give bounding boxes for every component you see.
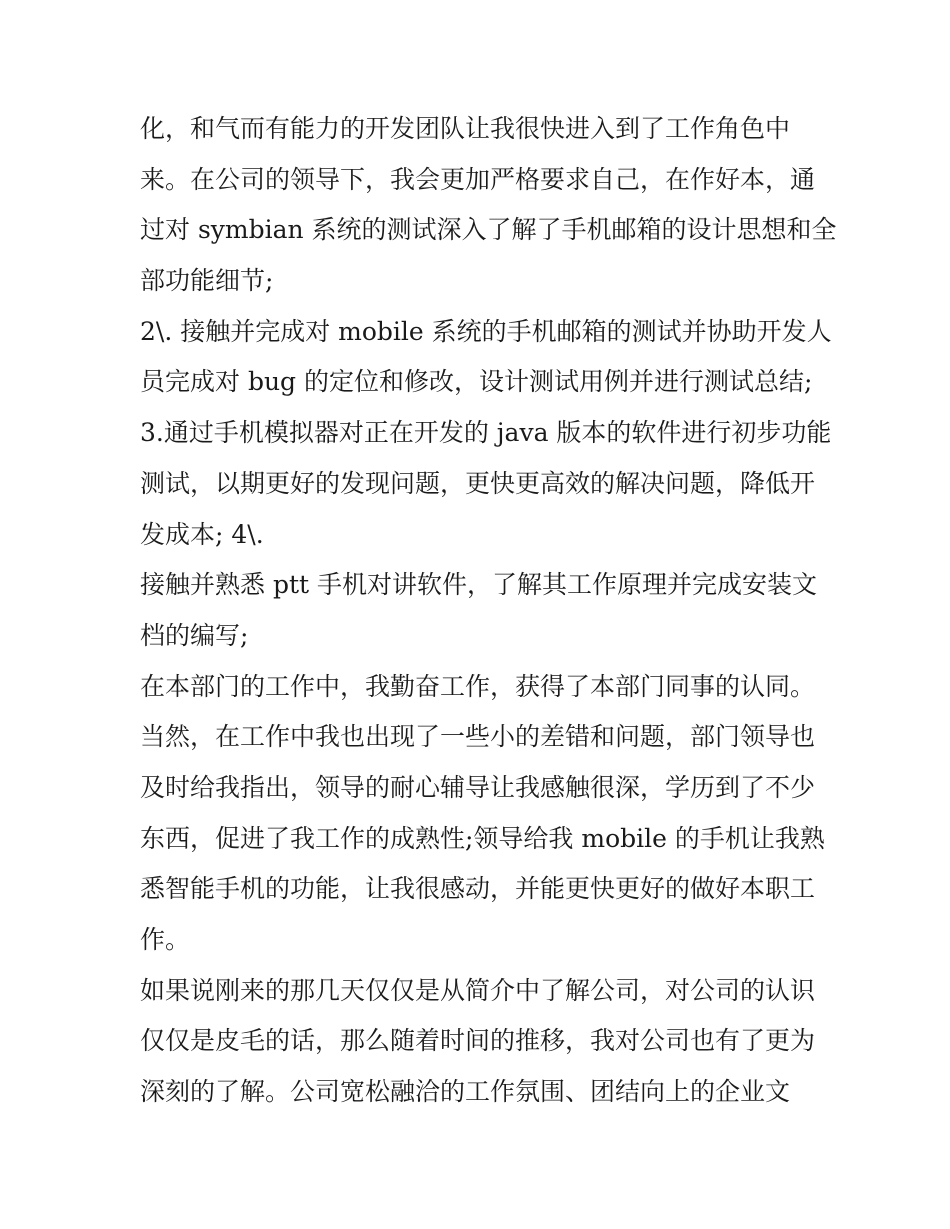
text-line: 员完成对 bug 的定位和修改，设计测试用例并进行测试总结; [140, 367, 813, 397]
body-text [140, 104, 837, 1118]
text-line: 接触并熟悉 ptt 手机对讲软件，了解其工作原理并完成安装文 [140, 570, 817, 600]
text-line: 化，和气而有能力的开发团队让我很快进入到了工作角色中 [140, 114, 791, 143]
text-line: 如果说刚来的那几天仅仅是从简介中了解公司，对公司的认识 [140, 975, 816, 1005]
text-line: 发成本; 4\. [140, 519, 264, 549]
text-line: 3.通过手机模拟器对正在开发的 java 版本的软件进行初步功能 [140, 418, 832, 448]
text-line: 在本部门的工作中，我勤奋工作，获得了本部门同事的认同。 [140, 671, 816, 701]
text-line: 仅仅是皮毛的话，那么随着时间的推移，我对公司也有了更为 [140, 1026, 816, 1056]
text-line: 档的编写; [140, 620, 249, 650]
text-line: 作。 [140, 925, 191, 954]
text-line: 悉智能手机的功能，让我很感动，并能更快更好的做好本职工 [140, 874, 816, 904]
text-line: 部功能细节; [140, 266, 274, 296]
text-line: 过对 symbian 系统的测试深入了解了手机邮箱的设计思想和全 [140, 215, 837, 245]
text-line: 深刻的了解。公司宽松融洽的工作氛围、团结向上的企业文 [140, 1077, 791, 1107]
text-line: 东西，促进了我工作的成熟性;领导给我 mobile 的手机让我熟 [140, 823, 825, 853]
text-line: 测试，以期更好的发现问题，更快更高效的解决问题，降低开 [140, 468, 816, 498]
text-line: 2\. 接触并完成对 mobile 系统的手机邮箱的测试并协助开发人 [140, 316, 832, 346]
text-line: 来。在公司的领导下，我会更加严格要求自己，在作好本，通 [140, 164, 816, 194]
text-line: 及时给我指出，领导的耐心辅导让我感触很深，学历到了不少 [140, 772, 816, 802]
text-line: 当然，在工作中我也出现了一些小的差错和问题，部门领导也 [140, 722, 816, 752]
